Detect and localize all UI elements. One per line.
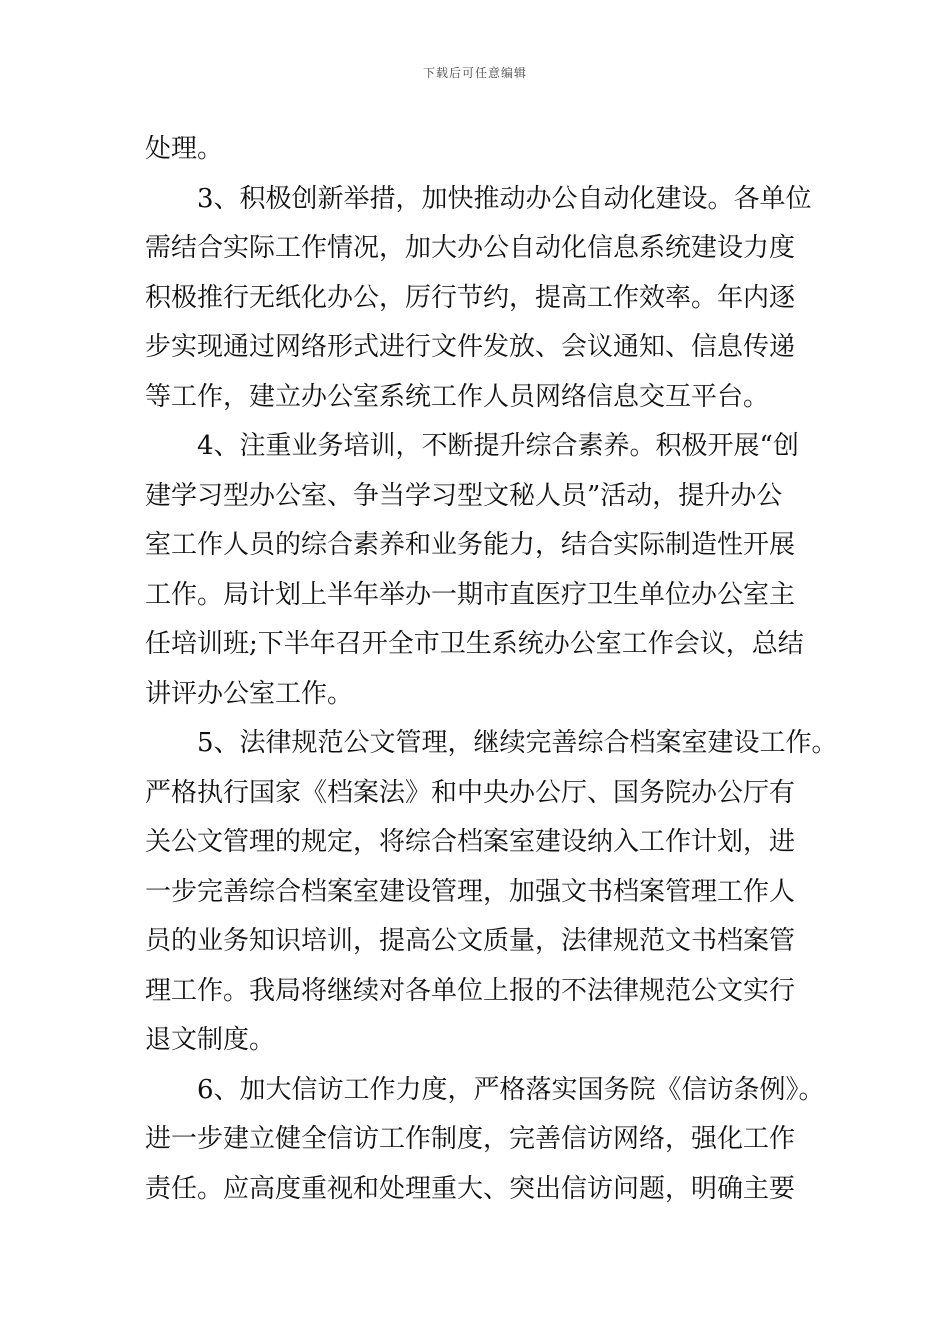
paragraph-first-line: 5、法律规范公文管理，继续完善综合档案室建设工作。 (197, 728, 838, 758)
paragraph-first-line: 3、积极创新举措，加快推动办公自动化建设。各单位 (197, 183, 812, 214)
paragraph-first-line: 4、注重业务培训，不断提升综合素养。积极开展“创 (197, 431, 799, 461)
paragraph-first-line: 6、加大信访工作力度，严格落实国务院《信访条例》。 (197, 1074, 825, 1105)
text-line: 建学习型办公室、争当学习型文秘人员”活动，提升办公 (145, 480, 783, 511)
text-line: 等工作，建立办公室系统工作人员网络信息交互平台。 (145, 381, 770, 412)
text-line: 进一步建立健全信访工作制度，完善信访网络，强化工作 (145, 1124, 796, 1154)
page-header: 下载后可任意编辑 (422, 66, 527, 80)
text-line: 责任。应高度重视和处理重大、突出信访问题，明确主要 (145, 1173, 796, 1204)
text-line: 积极推行无纸化办公，厉行节约，提高工作效率。年内逐 (145, 282, 796, 313)
text-line: 退文制度。 (145, 1025, 276, 1055)
document-body (145, 125, 838, 1214)
text-line: 工作。局计划上半年举办一期市直医疗卫生单位办公室主 (145, 579, 796, 610)
text-line: 关公文管理的规定，将综合档案室建设纳入工作计划，进 (145, 827, 796, 857)
text-line: 需结合实际工作情况，加大办公自动化信息系统建设力度 (145, 233, 796, 263)
text-line: 处理。 (145, 134, 224, 164)
text-line: 任培训班;下半年召开全市卫生系统办公室工作会议，总结 (145, 629, 804, 659)
text-line: 严格执行国家《档案法》和中央办公厅、国务院办公厅有 (145, 777, 796, 808)
text-line: 讲评办公室工作。 (145, 678, 354, 709)
text-line: 室工作人员的综合素养和业务能力，结合实际制造性开展 (145, 530, 796, 560)
text-line: 员的业务知识培训，提高公文质量，法律规范文书档案管 (145, 926, 796, 956)
text-line: 理工作。我局将继续对各单位上报的不法律规范公文实行 (145, 975, 796, 1006)
text-line: 步实现通过网络形式进行文件发放、会议通知、信息传递 (145, 332, 796, 362)
text-line: 一步完善综合档案室建设管理，加强文书档案管理工作人 (145, 876, 796, 907)
